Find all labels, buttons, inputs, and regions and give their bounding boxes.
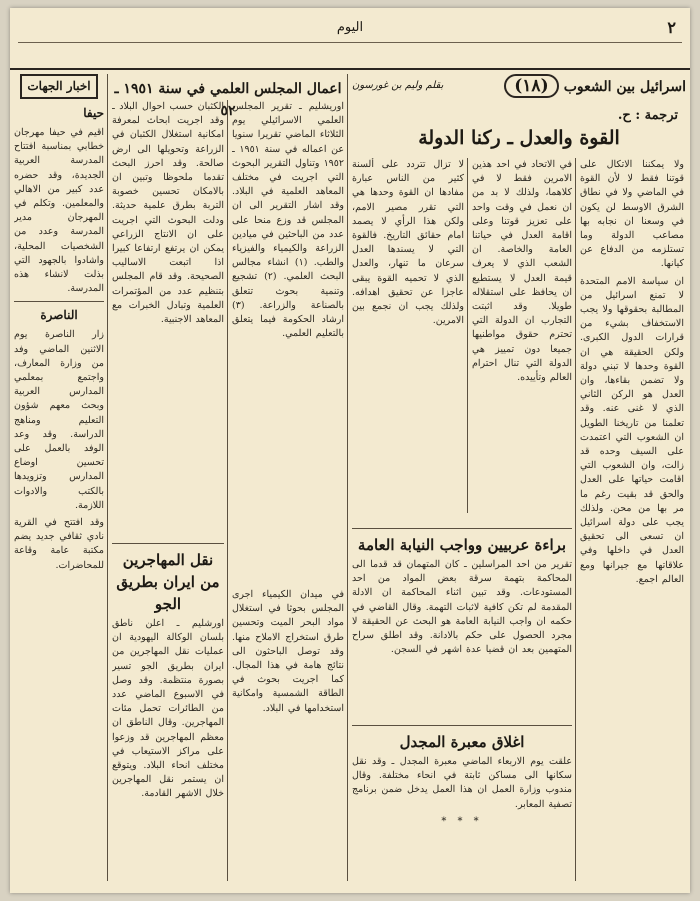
transfer-text: اورشليم ـ اعلن ناطق بلسان الوكالة اليهودية ان عمليات نقل المهاجرين من ايران بطريق الجو تسير بصورة منتظمة. وقد وصل في الاسبوع الماضي عدد من الطائرات تحمل مئات المهاجرين. وقال الناطق ان معظم المهاجرين قد وزعوا على مراكز الاستيعاب في مختلف انحاء البلاد. ويتوقع ان يستمر نقل المهاجرين خلال الاشهر القادمة. [112,618,224,800]
translation-credit: ترجمة : ح. [617,108,678,123]
prosecutor-headline: براءة عربيين وواجب النيابة العامة [357,536,567,554]
prosecutor-article [352,523,572,713]
divider [352,528,572,529]
header-rule [18,42,682,43]
council-headline: اعمال المجلس العلمي في سنة ١٩٥١ ـ ٥٢ [114,81,342,119]
page-header [10,8,690,70]
transfer-headline: نقل المهاجرين من ايران بطريق الجو [116,551,220,613]
newspaper-page [10,8,690,893]
rule-5 [107,74,108,881]
main-article-col1: ان سياسة الامم المتحدة لا تمنع اسرائيل من المطالبة بحقوقها ولا يجب الاستخفاف بشيء من قرارات الدول الكبرى. ولكن الحقيقة هي ان القوة وحدها لا تبني دولة ولا تضمن بقاءها، وان العدل هو الركن الثاني الذي لا غنى عنه. وقد تعلمنا من تاريخنا الطويل ان الشعوب التي اعتمدت على السيف وحده قد زالت، وان الشعوب التي اقامت حياتها على العدل والحق قد بقيت رغم ما مر بها من محن. ولذلك يجب على دولة اسرائيل ان تسعى الى تحقيق العدل في داخلها وفي علاقاتها مع جيرانها ومع العالم اجمع. [580,275,684,585]
majdal-article [352,720,572,883]
series-number: (١٨) [504,74,558,98]
main-article-intro: ولا يمكننا الاتكال على قوتنا فقط لا لأن القوة في الماضي ولا في نطاق الشرق الاوسط لن يكون في وسعنا ان نجابه بها مصاعب الدولة وما تستلزمه من الدفاع عن كيانها. [580,159,684,270]
council-text-b: الكثبان حسب احوال البلاد ـ وقد اجريت ابحاث لمعرفة امكانية استغلال الكثبان في الزراعة وتحويلها الى ارض صالحة. وقد احرز البحث تقدما ملحوظا وتبين ان بالامكان تحسين خصوبة التربة بطرق علمية حديثة. ودلت البحوث التي اجريت على ان الانتاج الزراعي يمكن ان يرتفع ارتفاعا كبيرا اذا اتبعت الاساليب الصحيحة. وقد قام المجلس بتنظيم عدد من المؤتمرات العلمية وتبادل الخبرات مع المعاهد الاجنبية. [112,101,224,326]
majdal-headline: اغلاق معبرة المجدل [399,733,525,751]
end-stars: * * * [441,815,483,827]
majdal-text: علقت يوم الاربعاء الماضي معبرة المجدل ـ وقد نقل سكانها الى مساكن ثابتة في انحاء مختلفة. وقال مندوب وزارة العمل ان هذا العمل يدخل ضمن برنامج تصفية المعابر. [352,756,572,810]
column-1 [580,158,684,883]
sidebar-title: اخبار الجهات [20,74,98,99]
nazareth-text: زار الناصرة يوم الاثنين الماضي وفد من وزارة المعارف، واجتمع بمعلمي المدارس العربية وبحث معهم شؤون التعليم ومناهج الدراسة. وقد وعد الوفد بالعمل على تحسين اوضاع المدارس وتزويدها بالكتب والادوات اللازمة. [14,329,104,511]
page-number: ٢ [667,18,676,37]
series-author: بقلم وليم بن غورسون [352,80,444,91]
divider [352,725,572,726]
rule-1 [575,158,576,881]
rule-2 [467,158,468,513]
column-3 [352,158,464,513]
prosecutor-text: تقرير من احد المراسلين ـ كان المتهمان قد قدما الى المحاكمة بتهمة سرقة بعض المواد من احد المستودعات. وقد تبين اثناء المحاكمة ان الادلة المقدمة لم تكن كافية لاثبات التهمة. وقال القاضي في حكمه ان واجب النيابة العامة هو البحث عن الحقيقة لا مجرد الحصول على حكم بالادانة. وقد اطلق سراح المتهمين بعد ان قضيا عدة اشهر في السجن. [352,559,572,656]
sidebar-column [14,74,104,883]
haifa-text: اقيم في حيفا مهرجان خطابي بمناسبة افتتاح المدرسة العربية الجديدة، وقد حضره عدد كبير من الاهالي والمعلمين. وتكلم في المهرجان مدير المدرسة وعدد من الشخصيات المحلية، واشادوا بالجهود التي بذلت لانشاء هذه المدرسة. [14,127,104,295]
newspaper-name: اليوم [336,20,364,35]
column-4 [232,100,344,563]
column-5 [112,100,224,513]
rule-4 [227,100,228,881]
divider [112,543,224,544]
main-headline-block [354,106,684,153]
sidebar-more: وقد افتتح في القرية نادي ثقافي جديد يضم مكتبة عامة وقاعة للمحاضرات. [14,517,104,571]
transfer-article [112,538,224,883]
main-article-col3: لا تزال تتردد على ألسنة كثير من الناس عبارة مفادها ان القوة وحدها هي التي تقرر مصير الامم، ولكن هذا الرأي لا يصمد امام حقائق التاريخ. فالقوة التي لا يسندها العدل سرعان ما تنهار، والعدل الذي لا تحميه القوة يبقى عاجزا عن تحقيق اهدافه. ولذلك يجب ان نجمع بين الامرين. [352,159,464,327]
main-article-headline: القوة والعدل ـ ركنا الدولة [418,127,620,149]
series-title: اسرائيل بين الشعوب [563,79,686,95]
nazareth-label: الناصرة [40,308,78,323]
main-article-col2: في الاتحاد في احد هذين الامرين فقط لا في كلاهما، ولذلك لا بد من ان نعمل في وقت واحد على تعزيز قوتنا وعلى اقامة العدل في حياتنا العامة والخاصة. ان الشعب الذي لا يعرف قيمة العدل لا يستطيع ان يحافظ على استقلاله طويلا. وقد اثبتت التجارب ان الدولة التي تحترم حقوق مواطنيها جميعا دون تمييز هي الدولة التي تنال احترام العالم وتأييده. [472,159,572,384]
divider [14,301,104,302]
council-text-a: اوريشليم ـ تقرير المجلس العلمي الاسرائيلي يوم الثلاثاء الماضي تقريرا سنويا عن اعماله في سنة ١٩٥١ ـ ١٩٥٢ وتناول التقرير البحوث التي اجريت في مختلف المعاهد العلمية في البلاد. وقد اشار التقرير الى ان المجلس قد وزع منحا على عدد من الباحثين في ميادين الزراعة والكيمياء والفيزياء والطب. (١) انشاء مجالس البحث العلمي. (٢) تشجيع وتنمية بحوث تتعلق بالصناعة والزراعة. (٣) ارشاد الحكومة فيما يتعلق بالتعليم العلمي. [232,101,344,340]
series-heading [348,74,686,104]
haifa-label: حيفا [83,106,104,120]
rule-3 [347,74,348,881]
chem-text: في ميدان الكيمياء اجرى المجلس بحوثا في استغلال مواد البحر الميت وتحسين طرق استخراج الاملاح منها. وقد توصل الباحثون الى نتائج هامة في هذا المجال. كما اجريت بحوث في الطاقة الشمسية وامكانية استخدامها في البلاد. [232,589,344,714]
chem-article [232,588,344,883]
